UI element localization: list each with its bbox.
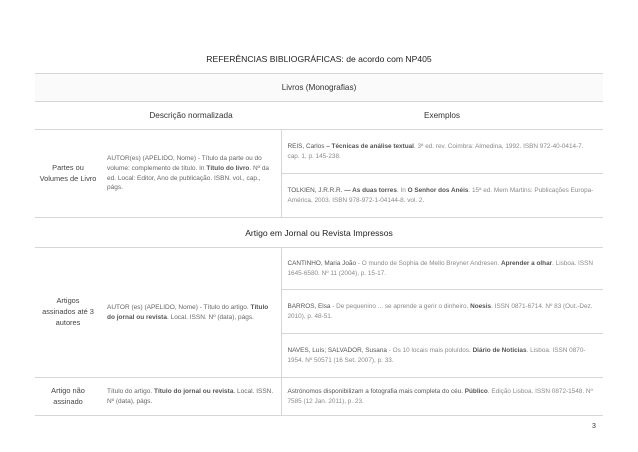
row-label-book-parts: Partes ou Volumes de Livro (35, 130, 101, 218)
book-parts-description: AUTOR(es) (APELIDO, Nome) - Título da parte ou do volume: complemento de título. In Título do livro. Nº da ed. Local: Editor, Ano de publicação. ISBN. vol., cap., págs. (101, 130, 281, 218)
example-cantinho: CANTINHO, Maria João - O mundo de Sophia de Mello Breyner Andresen. Aprender a olhar. Lisboa. ISSN 1645-6580. Nº 11 (2004), p. 15-17. (281, 248, 603, 290)
row-label-signed-articles: Artigos assinados até 3 autores (35, 248, 101, 378)
unsigned-article-description: Título do artigo. Título do jornal ou revista. Local. ISSN. Nº (data), págs. (101, 378, 281, 416)
example-naves: NAVES, Luís; SALVADOR, Susana - Os 10 locais mais poluídos. Diário de Notícias. Lisboa. ISSN 0870-1954. Nº 50571 (16 Set. 2007), p. 33. (281, 334, 603, 378)
example-tolkien: TOLKIEN, J.R.R.R. — As duas torres. In O Senhor dos Anéis. 15ª ed. Mem Martins: Publicações Europa-América, 2003. ISBN 978-972-1-04144-8. vol. 2. (281, 174, 603, 218)
page-number: 3 (592, 423, 596, 430)
column-header-description: Descrição normalizada (101, 102, 281, 130)
example-astronomos: Astrónomos disponibilizam a fotografia mais completa do céu. Público. Edição Lisboa. ISSN 0872-1548. Nº 7585 (12 Jan. 2011), p. 23. (281, 378, 603, 416)
references-table (35, 44, 603, 416)
row-label-unsigned-article: Artigo não assinado (35, 378, 101, 416)
page-title: REFERÊNCIAS BIBLIOGRÁFICAS: de acordo com NP405 (35, 44, 603, 74)
section-articles-title: Artigo em Jornal ou Revista Impressos (35, 218, 603, 248)
header-blank (35, 102, 101, 130)
column-header-examples: Exemplos (281, 102, 603, 130)
example-barros: BARROS, Elsa - De pequenino ... se aprende a gerir o dinheiro. Noesis. ISSN 0871-6714. Nº 83 (Out.-Dez. 2010), p. 48-51. (281, 290, 603, 334)
signed-articles-description: AUTOR (es) (APELIDO, Nome) - Título do artigo. Título do jornal ou revista. Local. ISSN. Nº (data), págs. (101, 248, 281, 378)
section-books-title: Livros (Monografias) (35, 74, 603, 102)
example-reis: REIS, Carlos – Técnicas de análise textual. 3ª ed. rev. Coimbra: Almedina, 1992. ISBN 972-40-0414-7. cap. 1, p. 145-238. (281, 130, 603, 174)
